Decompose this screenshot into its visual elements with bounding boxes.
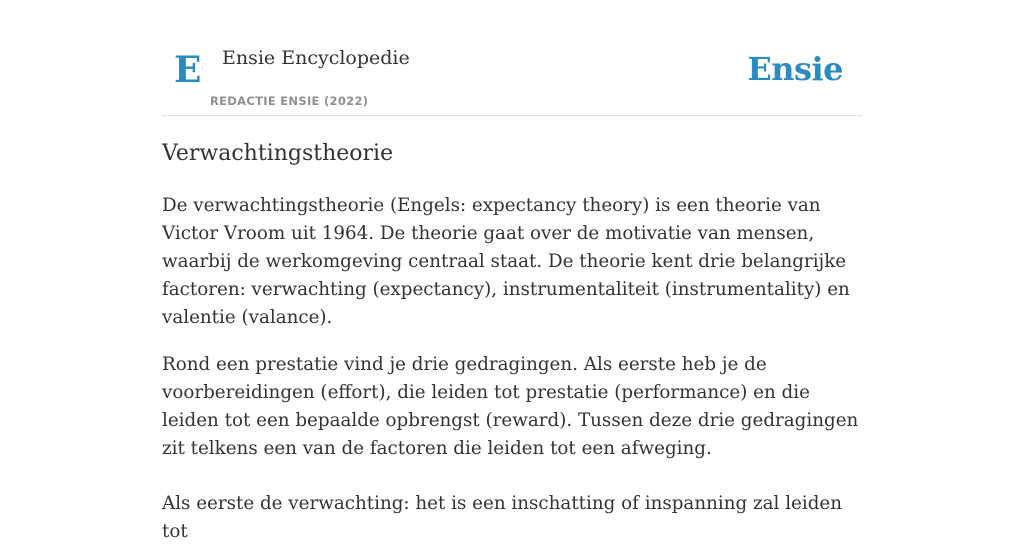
article [162, 136, 862, 546]
article-paragraph: De verwachtingstheorie (Engels: expectancy theory) is een theorie van Victor Vroom uit 1964. De theorie gaat over de motivatie van mensen, waarbij de werkomgeving centraal staat. De theorie kent drie belangrijke factoren: verwachting (expectancy), instrumentaliteit (instrumentality) en valentie (valance). [162, 195, 850, 328]
article-paragraph: Als eerste de verwachting: het is een inschatting of inspanning zal leiden tot [162, 493, 843, 542]
article-title: Verwachtingstheorie [162, 141, 394, 166]
brand-logo[interactable]: Ensie [747, 50, 843, 88]
site-title[interactable]: Ensie Encyclopedie [222, 47, 410, 69]
ensie-logo-icon[interactable]: E [174, 49, 202, 91]
article-paragraph: Rond een prestatie vind je drie gedragingen. Als eerste heb je de voorbereidingen (effort), die leiden tot prestatie (performance) en die leiden tot een bepaalde opbrengst (reward). Tussen deze drie gedragingen zit telkens een van de factoren die leiden tot een afweging. [162, 354, 859, 459]
author-byline[interactable]: REDACTIE ENSIE (2022) [210, 94, 369, 108]
site-header [162, 0, 862, 116]
